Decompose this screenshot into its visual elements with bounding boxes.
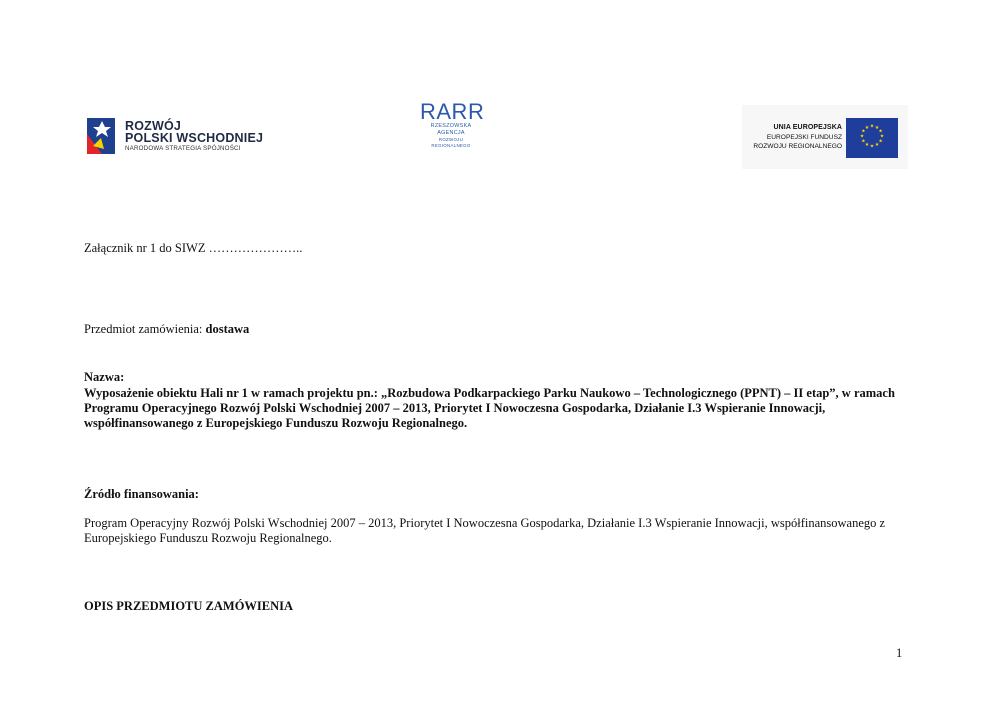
logo-rarr: [420, 99, 485, 148]
name-section-body: Wyposażenie obiektu Hali nr 1 w ramach projektu pn.: „Rozbudowa Podkarpackiego Parku Naukowo – Technologicznego (PPNT) – II etap”, w ramach Programu Operacyjnego Rozwój Polski Wschodniej 2007 – 2013, Priorytet I Nowoczesna Gospodarka, Działanie I.3 Wspieranie Innowacji, współfinansowanego z Europejskiego Funduszu Rozwoju Regionalnego.: [84, 386, 895, 430]
ue-line2: EUROPEJSKI FUNDUSZ: [766, 134, 842, 141]
rpw-emblem-icon: [84, 116, 118, 156]
logo-unia-europejska: [742, 105, 908, 169]
svg-text:★: ★: [861, 138, 866, 145]
rpw-line3: NARODOWA STRATEGIA SPÓJNOŚCI: [125, 145, 241, 152]
order-subject-value: dostawa: [205, 322, 250, 336]
logo-rozwoj-polski-wschodniej: [84, 116, 274, 158]
rarr-wordmark: RARR: [420, 99, 485, 124]
svg-text:★: ★: [861, 128, 866, 135]
attachment-reference: Załącznik nr 1 do SIWZ …………………..: [84, 241, 303, 255]
order-description-heading: OPIS PRZEDMIOTU ZAMÓWIENIA: [84, 599, 294, 613]
ue-line1: UNIA EUROPEJSKA: [773, 124, 842, 131]
ue-wordmark: [753, 123, 842, 151]
svg-text:★: ★: [869, 143, 875, 150]
funding-source-body: Program Operacyjny Rozwój Polski Wschodniej 2007 – 2013, Priorytet I Nowoczesna Gospodarka, Działanie I.3 Wspieranie Innowacji, współfinansowanego z Europejskiego Funduszu Rozwoju Regionalnego.: [84, 516, 886, 545]
svg-text:★: ★: [874, 142, 880, 149]
ue-line3: ROZWOJU REGIONALNEGO: [753, 143, 842, 150]
rpw-wordmark: [125, 120, 263, 153]
svg-text:★: ★: [879, 133, 885, 140]
rpw-line1: ROZWÓJ: [125, 119, 182, 133]
svg-text:★: ★: [864, 142, 870, 149]
name-section-label: Nazwa:: [84, 370, 125, 384]
svg-text:★: ★: [859, 133, 865, 140]
rpw-line2: POLSKI WSCHODNIEJ: [125, 131, 264, 145]
svg-text:★: ★: [864, 124, 870, 131]
eu-flag-icon: [846, 118, 898, 158]
svg-text:★: ★: [874, 124, 880, 131]
svg-text:★: ★: [878, 138, 883, 145]
order-subject-label: Przedmiot zamówienia:: [84, 322, 206, 336]
rarr-subtitle-1: RZESZOWSKA AGENCJA: [430, 123, 472, 136]
funding-source-label: Źródło finansowania:: [84, 487, 199, 501]
rarr-subtitle-2: ROZWOJU REGIONALNEGO: [431, 137, 471, 148]
page-number: 1: [896, 646, 903, 660]
eu-stars-icon: [846, 118, 898, 158]
svg-text:★: ★: [878, 128, 883, 135]
order-subject: [84, 322, 904, 337]
svg-text:★: ★: [869, 123, 875, 130]
